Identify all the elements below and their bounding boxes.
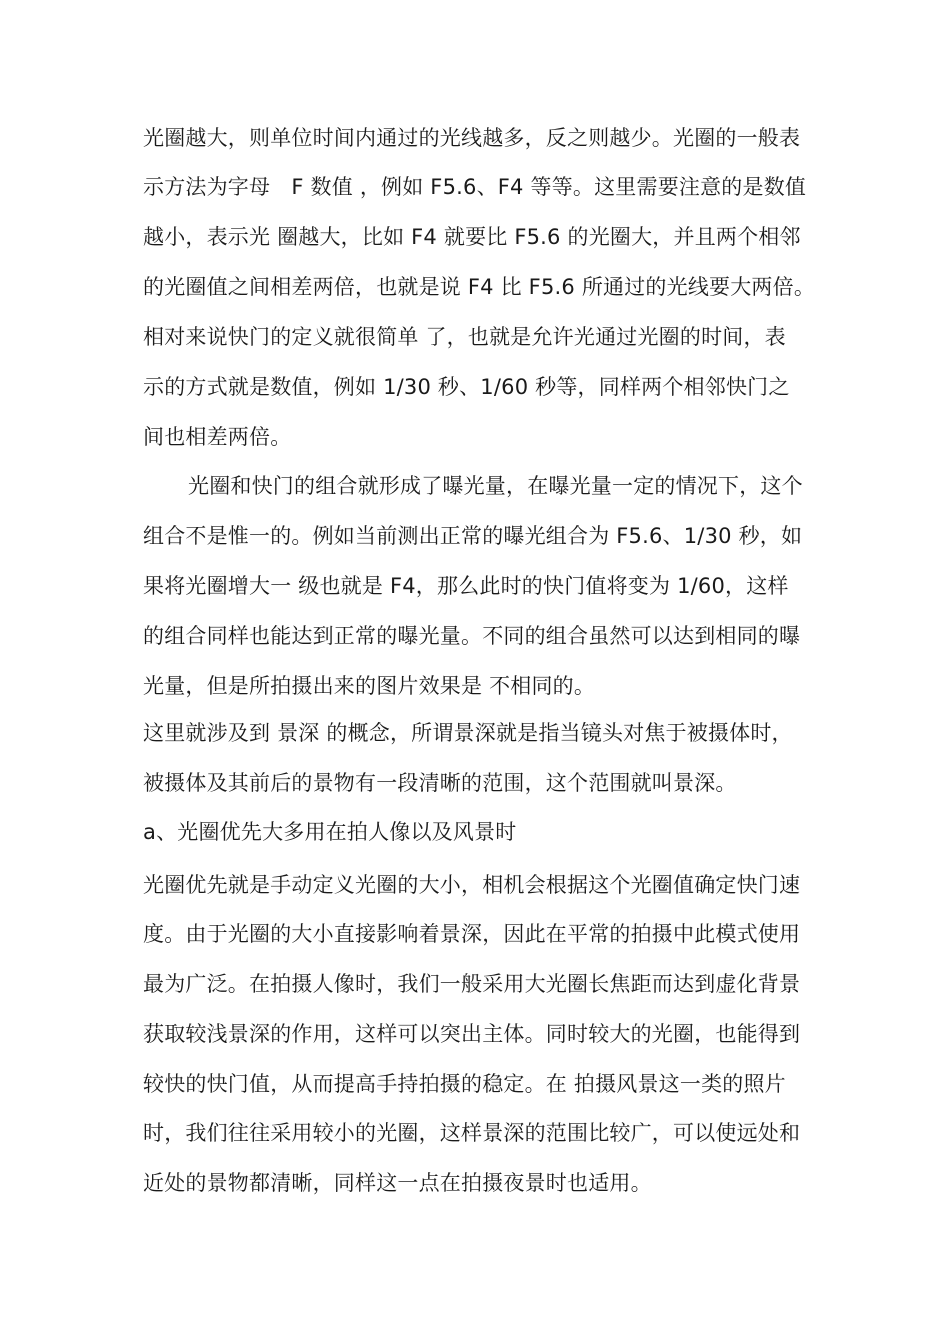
text-line: 越小，表示光 圈越大，比如 F4 就要比 F5.6 的光圈大，并且两个相邻 (143, 225, 801, 249)
text-line: 这里就涉及到 景深 的概念，所谓景深就是指当镜头对焦于被摄体时， (143, 721, 793, 745)
text-line: 光圈和快门的组合就形成了曝光量，在曝光量一定的情况下，这个 (188, 474, 803, 498)
text-line: 获取较浅景深的作用，这样可以突出主体。同时较大的光圈，也能得到 (143, 1022, 801, 1046)
text-line: 示的方式就是数值，例如 1/30 秒、1/60 秒等，同样两个相邻快门之 (143, 375, 790, 399)
text-line: 组合不是惟一的。例如当前测出正常的曝光组合为 F5.6、1/30 秒，如 (143, 524, 803, 548)
text-line: 的组合同样也能达到正常的曝光量。不同的组合虽然可以达到相同的曝 (143, 624, 801, 648)
text-line: 果将光圈增大一 级也就是 F4，那么此时的快门值将变为 1/60，这样 (143, 574, 789, 598)
text-line: 相对来说快门的定义就很简单 了，也就是允许光通过光圈的时间，表 (143, 325, 786, 349)
text-line: 较快的快门值，从而提高手持拍摄的稳定。在 拍摄风景这一类的照片 (143, 1072, 786, 1096)
text-line: 最为广泛。在拍摄人像时，我们一般采用大光圈长焦距而达到虚化背景 (143, 972, 801, 996)
text-line: 的光圈值之间相差两倍，也就是说 F4 比 F5.6 所通过的光线要大两倍。 (143, 275, 816, 299)
text-line: 光圈越大，则单位时间内通过的光线越多，反之则越少。光圈的一般表 (143, 126, 801, 150)
section-heading: a、光圈优先大多用在拍人像以及风景时 (143, 820, 517, 844)
text-line: 被摄体及其前后的景物有一段清晰的范围，这个范围就叫景深。 (143, 771, 737, 795)
text-line: 度。由于光圈的大小直接影响着景深，因此在平常的拍摄中此模式使用 (143, 922, 801, 946)
text-line: 光量，但是所拍摄出来的图片效果是 不相同的。 (143, 674, 596, 698)
text-line: 光圈优先就是手动定义光圈的大小，相机会根据这个光圈值确定快门速 (143, 873, 801, 897)
text-line: 示方法为字母 F 数值 ，例如 F5.6、F4 等等。这里需要注意的是数值 (143, 175, 807, 199)
text-line: 近处的景物都清晰，同样这一点在拍摄夜景时也适用。 (143, 1171, 652, 1195)
text-line: 时，我们往往采用较小的光圈，这样景深的范围比较广，可以使远处和 (143, 1121, 801, 1145)
text-line: 间也相差两倍。 (143, 425, 292, 449)
